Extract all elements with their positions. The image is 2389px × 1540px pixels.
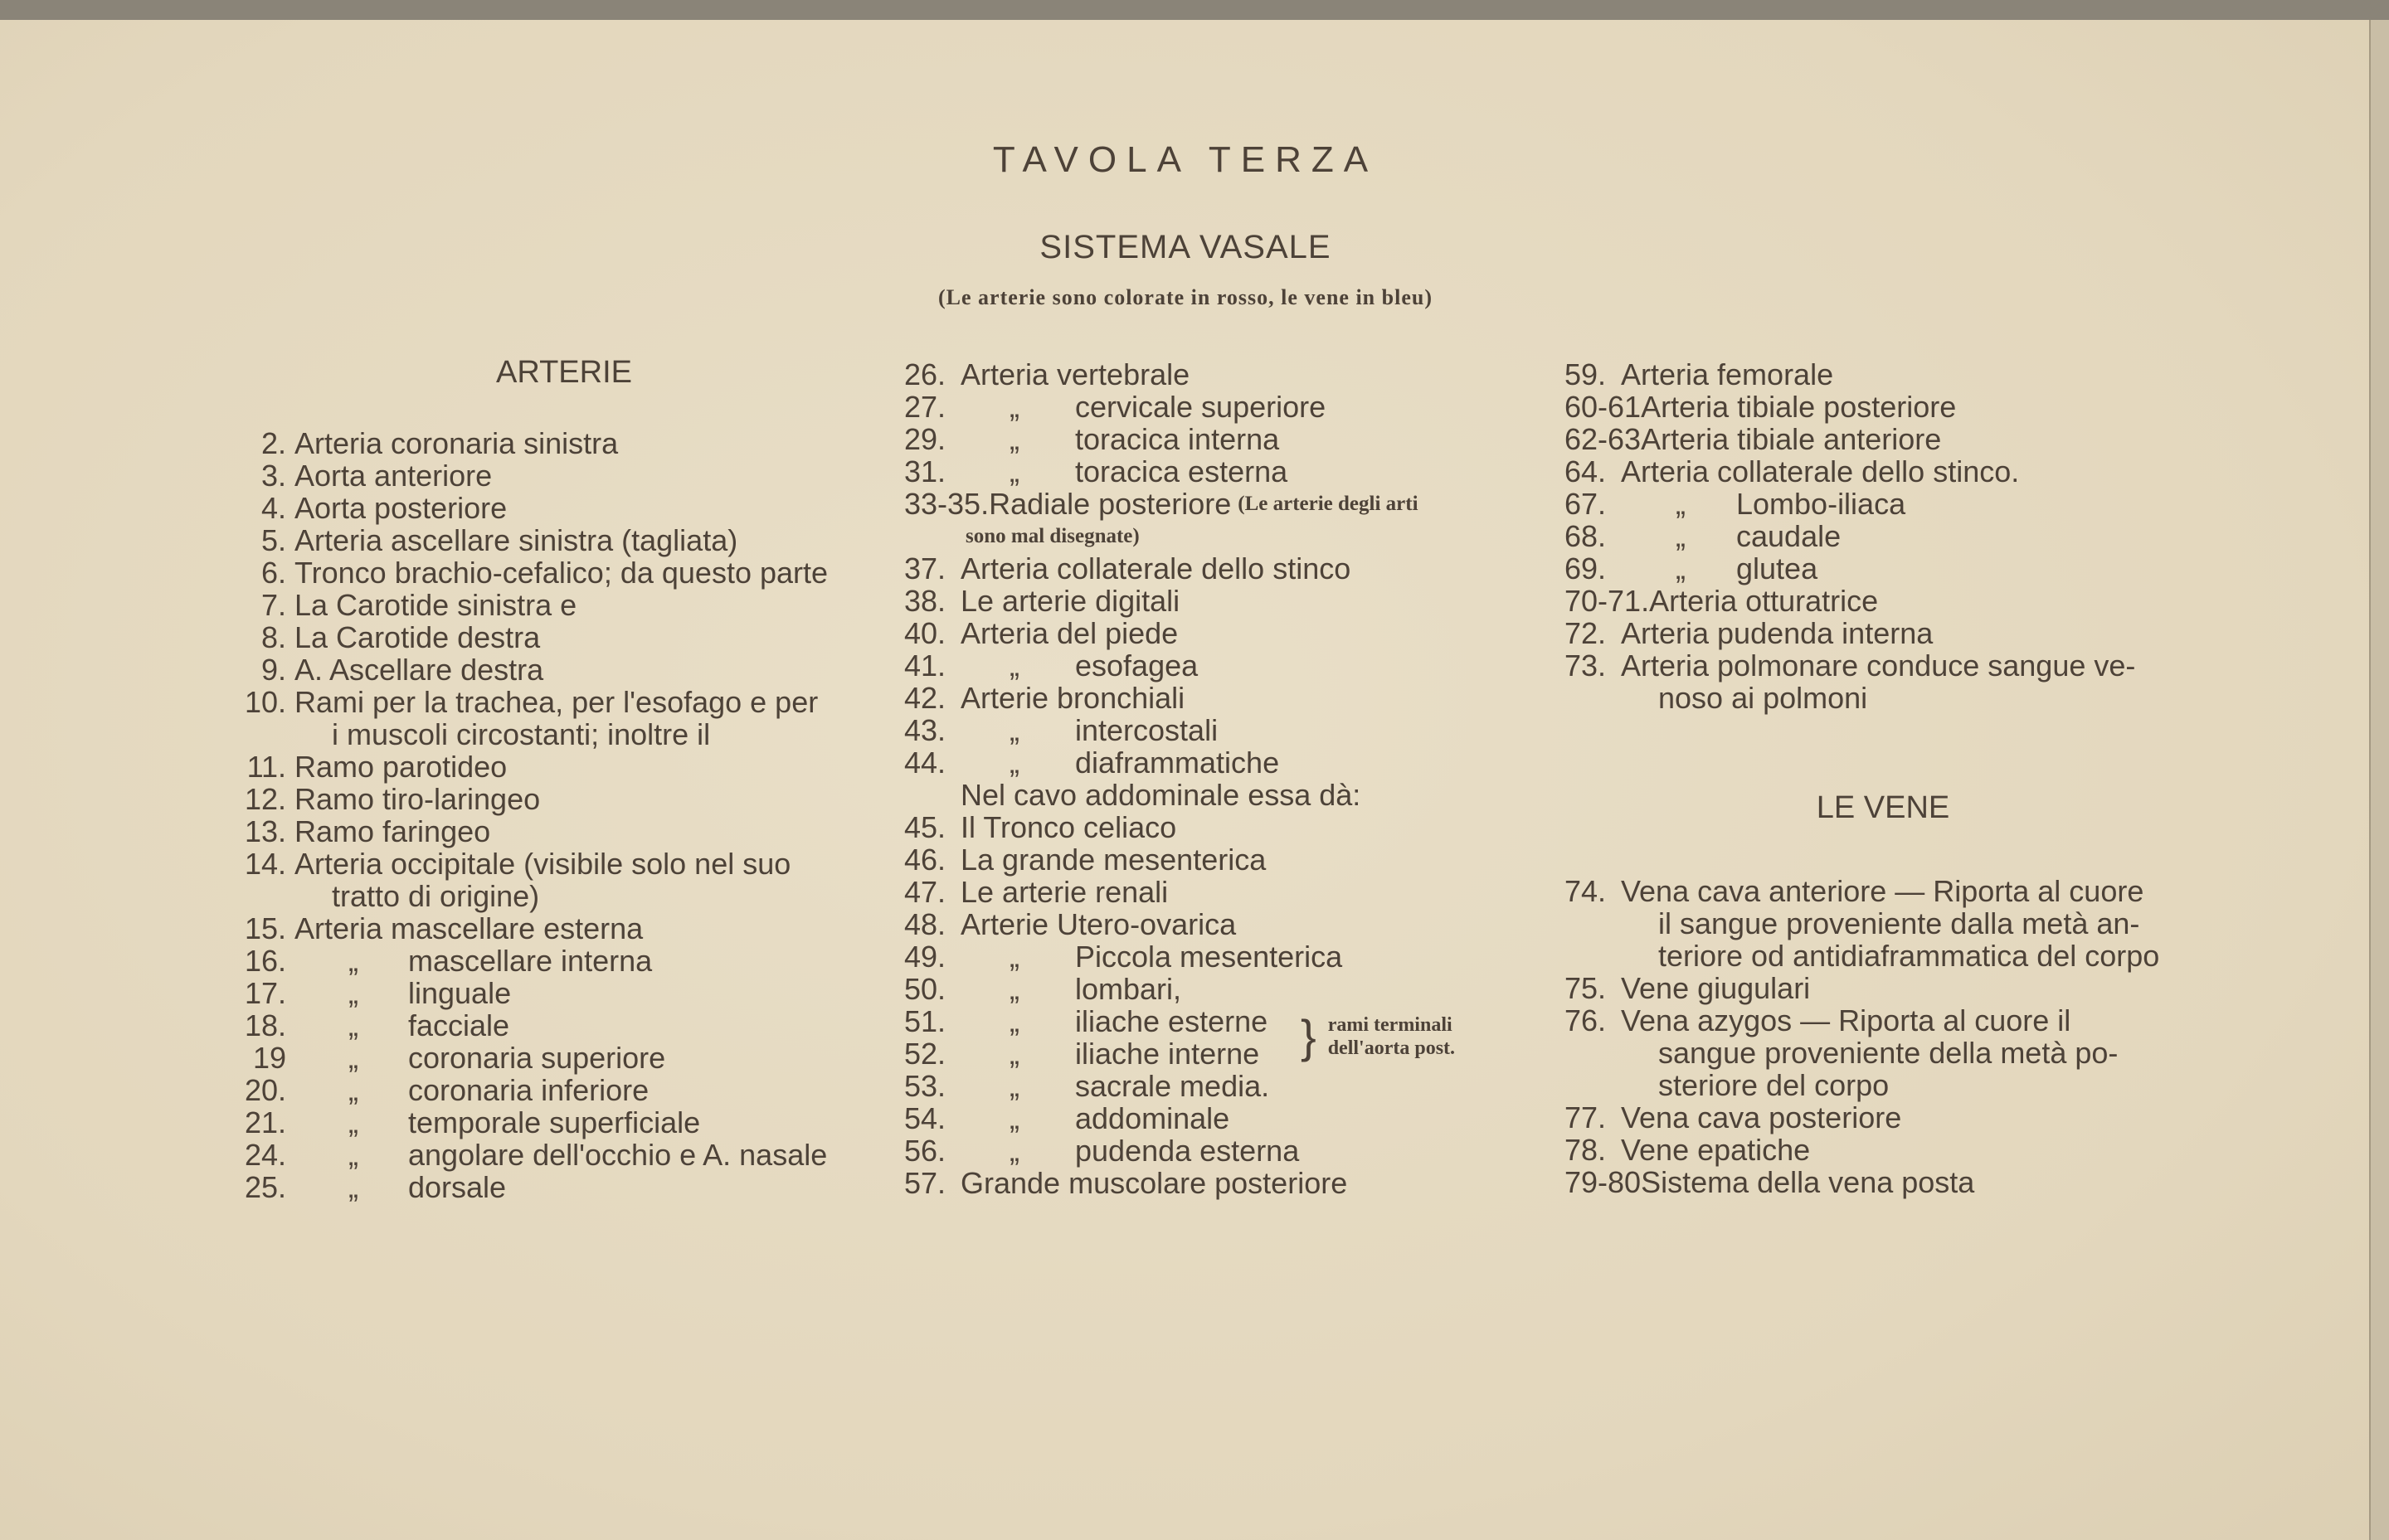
entry-text: La grande mesenterica xyxy=(961,843,1267,877)
list-item xyxy=(904,876,1418,908)
entry-number: 31. xyxy=(904,454,946,488)
list-item xyxy=(1564,649,2135,682)
entry-number: 10. xyxy=(244,685,286,719)
list-item xyxy=(220,492,828,524)
entry-number: 4. xyxy=(260,491,286,525)
entry-text: Aorta posteriore xyxy=(294,491,508,525)
list-item xyxy=(220,427,828,459)
list-item xyxy=(904,1134,1418,1167)
entry-number: 3. xyxy=(260,459,286,493)
ditto-mark: „ xyxy=(1010,1037,1019,1071)
entry-number: 29. xyxy=(904,422,946,456)
scan-border-right xyxy=(2369,20,2389,1540)
list-item xyxy=(1564,617,2135,649)
ditto-mark: „ xyxy=(1010,390,1019,424)
ditto-mark: „ xyxy=(1010,1069,1019,1103)
ditto-mark: „ xyxy=(348,944,358,978)
entry-text: Ramo faringeo xyxy=(294,814,491,848)
entry-number: 26. xyxy=(904,357,946,391)
ditto-mark: „ xyxy=(1010,454,1019,488)
entry-text: Le arterie renali xyxy=(961,875,1169,909)
entry-text: Arteria occipitale (visibile solo nel suo xyxy=(294,847,791,881)
list-item xyxy=(220,751,828,783)
entry-number: 47. xyxy=(904,875,946,909)
entry-number: 33-35. xyxy=(904,487,990,521)
entry-text: pudenda esterna xyxy=(1075,1134,1300,1168)
entry-number: 77. xyxy=(1564,1100,1607,1134)
entry-text: linguale xyxy=(408,976,512,1010)
list-item xyxy=(904,1102,1418,1134)
entry-number: 7. xyxy=(260,588,286,622)
entry-note: (Le arterie degli arti xyxy=(1238,493,1418,515)
entry-text: Ramo parotideo xyxy=(294,750,508,784)
entry-number: 21. xyxy=(244,1105,286,1139)
list-item xyxy=(1564,585,2135,617)
list-item xyxy=(904,1070,1418,1102)
entry-text: Arteria femorale xyxy=(1621,357,1834,391)
entry-number: 51. xyxy=(904,1004,946,1038)
entry-text: mascellare interna xyxy=(408,944,653,978)
entry-text: Vene giugulari xyxy=(1621,971,1811,1005)
list-item xyxy=(904,714,1418,746)
ditto-mark: „ xyxy=(1676,519,1686,553)
scan-border-top xyxy=(0,0,2389,20)
entry-number: 11. xyxy=(246,750,286,784)
entry-number: 70-71. xyxy=(1564,584,1650,618)
entry-text: sacrale media. xyxy=(1075,1069,1270,1103)
entry-text: dorsale xyxy=(408,1170,507,1204)
entry-number: 60-61 xyxy=(1564,390,1642,424)
arterie-heading: ARTERIE xyxy=(495,355,632,390)
entry-text: La Carotide sinistra e xyxy=(294,588,577,622)
list-item xyxy=(1564,972,2159,1004)
entry-number: 49. xyxy=(904,940,946,974)
entry-continuation xyxy=(1564,682,2135,714)
entry-text: esofagea xyxy=(1075,649,1199,683)
entry-text: tratto di origine) xyxy=(332,879,540,913)
list-item xyxy=(220,912,828,945)
list-item xyxy=(1564,391,2135,423)
list-item xyxy=(904,358,1418,391)
entry-text: steriore del corpo xyxy=(1658,1068,1890,1102)
list-item xyxy=(1564,1134,2159,1166)
entry-text: Arteria pudenda interna xyxy=(1621,616,1934,650)
entry-number: 43. xyxy=(904,713,946,747)
entry-number: 5. xyxy=(260,523,286,557)
entry-text: Radiale posteriore xyxy=(989,487,1232,521)
entry-text: iliache interne xyxy=(1075,1037,1260,1071)
entry-text: toracica interna xyxy=(1075,422,1280,456)
entry-text: Vena azygos — Riporta al cuore il xyxy=(1621,1003,2071,1037)
list-item xyxy=(220,1106,828,1139)
entry-number: 46. xyxy=(904,843,946,877)
ditto-mark: „ xyxy=(1010,1101,1019,1135)
entry-text: Vene epatiche xyxy=(1621,1133,1811,1167)
list-item xyxy=(220,589,828,621)
list-item xyxy=(220,459,828,492)
entry-text: il sangue proveniente dalla metà an- xyxy=(1658,906,2140,940)
page-title: TAVOLA TERZA xyxy=(992,139,1379,180)
entry-text: caudale xyxy=(1736,519,1842,553)
entry-text: Arteria coronaria sinistra xyxy=(294,426,619,460)
entry-text: Aorta anteriore xyxy=(294,459,493,493)
entry-number: 54. xyxy=(904,1101,946,1135)
entry-number: 19 xyxy=(252,1041,286,1075)
list-item xyxy=(220,1139,828,1171)
arterie-column-3 xyxy=(1564,358,2135,714)
list-item xyxy=(220,621,828,653)
list-item xyxy=(1564,455,2135,488)
list-item xyxy=(1564,488,2135,520)
list-item xyxy=(904,455,1418,488)
list-item xyxy=(904,908,1418,940)
list-item xyxy=(1564,875,2159,907)
ditto-mark: „ xyxy=(348,1105,358,1139)
entry-text: Grande muscolare posteriore xyxy=(961,1166,1348,1200)
entry-continuation xyxy=(1564,1069,2159,1101)
entry-text: diaframmatiche xyxy=(1075,746,1280,780)
list-item xyxy=(1564,1101,2159,1134)
entry-text: intercostali xyxy=(1075,713,1219,747)
list-item xyxy=(904,649,1418,682)
ditto-mark: „ xyxy=(1010,972,1019,1006)
list-item xyxy=(220,1009,828,1042)
entry-number: 78. xyxy=(1564,1133,1607,1167)
entry-number: 9. xyxy=(260,653,286,687)
entry-text: Piccola mesenterica xyxy=(1075,940,1343,974)
color-note: (Le arterie sono colorate in rosso, le vene in bleu) xyxy=(938,285,1433,309)
list-item xyxy=(220,977,828,1009)
entry-text: Arteria mascellare esterna xyxy=(294,911,644,945)
entry-text: glutea xyxy=(1736,551,1818,585)
entry-number: 20. xyxy=(244,1073,286,1107)
bracket-note-line: rami terminali xyxy=(1327,1014,1452,1036)
entry-number: 50. xyxy=(904,972,946,1006)
entry-number: 15. xyxy=(244,911,286,945)
entry-text: Tronco brachio-cefalico; da questo parte xyxy=(294,556,829,590)
ditto-mark: „ xyxy=(1676,551,1686,585)
ditto-mark: „ xyxy=(1010,940,1019,974)
entry-text: La Carotide destra xyxy=(294,620,541,654)
entry-number: 42. xyxy=(904,681,946,715)
entry-text: Arterie Utero-ovarica xyxy=(961,907,1237,941)
arterie-column-2 xyxy=(904,358,1418,1199)
entry-number: 64. xyxy=(1564,454,1607,488)
entry-number: 8. xyxy=(260,620,286,654)
list-item xyxy=(904,779,1418,811)
entry-number: 44. xyxy=(904,746,946,780)
entry-text: Arteria collaterale dello stinco xyxy=(961,551,1351,585)
entry-number: 74. xyxy=(1564,874,1607,908)
entry-continuation xyxy=(220,880,828,912)
list-item xyxy=(220,1074,828,1106)
entry-text: Arteria otturatrice xyxy=(1649,584,1879,618)
ditto-mark: „ xyxy=(348,976,358,1010)
brace-icon: } xyxy=(1301,1010,1316,1062)
entry-number: 75. xyxy=(1564,971,1607,1005)
entry-number: 37. xyxy=(904,551,946,585)
entry-number: 6. xyxy=(260,556,286,590)
entry-continuation xyxy=(1564,940,2159,972)
list-item xyxy=(1564,423,2135,455)
ditto-mark: „ xyxy=(348,1138,358,1172)
entry-text: Rami per la trachea, per l'esofago e per xyxy=(294,685,819,719)
bracket-note-line: dell'aorta post. xyxy=(1327,1037,1456,1059)
entry-text: Vena cava anteriore — Riporta al cuore xyxy=(1621,874,2144,908)
entry-text: facciale xyxy=(408,1008,510,1042)
entry-text: Arteria polmonare conduce sangue ve- xyxy=(1621,649,2136,683)
list-item xyxy=(904,1167,1418,1199)
entry-text: addominale xyxy=(1075,1101,1230,1135)
entry-number: 14. xyxy=(244,847,286,881)
entry-number: 2. xyxy=(260,426,286,460)
vene-heading: LE VENE xyxy=(1816,790,1950,825)
entry-text: Nel cavo addominale essa dà: xyxy=(961,778,1361,812)
entry-text: coronaria superiore xyxy=(408,1041,666,1075)
entry-number: 68. xyxy=(1564,519,1607,553)
ditto-mark: „ xyxy=(1010,649,1019,683)
entry-text: i muscoli circostanti; inoltre il xyxy=(332,717,711,751)
list-item xyxy=(220,524,828,556)
entry-number: 76. xyxy=(1564,1003,1607,1037)
entry-number: 24. xyxy=(244,1138,286,1172)
list-item xyxy=(1564,520,2135,552)
list-item xyxy=(904,488,1418,520)
entry-text: Arteria vertebrale xyxy=(961,357,1190,391)
entry-text: Il Tronco celiaco xyxy=(961,810,1177,844)
bracket-note xyxy=(1301,1010,1456,1062)
ditto-mark: „ xyxy=(1010,422,1019,456)
entry-number: 40. xyxy=(904,616,946,650)
entry-continuation xyxy=(220,718,828,751)
entry-text: A. Ascellare destra xyxy=(294,653,544,687)
entry-continuation xyxy=(1564,907,2159,940)
list-item xyxy=(220,815,828,848)
ditto-mark: „ xyxy=(348,1073,358,1107)
entry-text: Arterie bronchiali xyxy=(961,681,1185,715)
ditto-mark: „ xyxy=(1010,1004,1019,1038)
list-item xyxy=(904,746,1418,779)
entry-text: Arteria collaterale dello stinco. xyxy=(1621,454,2020,488)
arterie-column-1 xyxy=(220,427,828,1203)
list-item xyxy=(904,585,1418,617)
entry-number: 73. xyxy=(1564,649,1607,683)
list-item xyxy=(1564,552,2135,585)
entry-text: Sistema della vena posta xyxy=(1641,1165,1975,1199)
entry-number: 59. xyxy=(1564,357,1607,391)
list-item xyxy=(220,653,828,686)
entry-text: angolare dell'occhio e A. nasale xyxy=(408,1138,828,1172)
entry-number: 45. xyxy=(904,810,946,844)
list-item xyxy=(1564,1004,2159,1037)
entry-text: Vena cava posteriore xyxy=(1621,1100,1902,1134)
ditto-mark: „ xyxy=(348,1170,358,1204)
list-item xyxy=(904,940,1418,973)
entry-text: sangue proveniente della metà po- xyxy=(1658,1036,2119,1070)
list-item xyxy=(904,973,1418,1005)
entry-number: 62-63 xyxy=(1564,422,1642,456)
entry-text: lombari, xyxy=(1075,972,1182,1006)
entry-number: 57. xyxy=(904,1166,946,1200)
list-item xyxy=(1564,358,2135,391)
entry-number: 53. xyxy=(904,1069,946,1103)
entry-text: teriore od antidiaframmatica del corpo xyxy=(1658,939,2160,973)
ditto-mark: „ xyxy=(1010,746,1019,780)
ditto-mark: „ xyxy=(1010,1134,1019,1168)
entry-number: 17. xyxy=(244,976,286,1010)
entry-text: noso ai polmoni xyxy=(1658,681,1868,715)
ditto-mark: „ xyxy=(348,1041,358,1075)
entry-text: Le arterie digitali xyxy=(961,584,1180,618)
ditto-mark: „ xyxy=(1010,713,1019,747)
entry-text: Arteria tibiale anteriore xyxy=(1641,422,1942,456)
entry-text: Arteria tibiale posteriore xyxy=(1641,390,1957,424)
list-item xyxy=(220,848,828,880)
entry-text: iliache esterne xyxy=(1075,1004,1268,1038)
list-item xyxy=(904,843,1418,876)
ditto-mark: „ xyxy=(1676,487,1686,521)
list-item xyxy=(904,423,1418,455)
entry-number: 16. xyxy=(244,944,286,978)
entry-text: Lombo-iliaca xyxy=(1736,487,1906,521)
entry-number: 52. xyxy=(904,1037,946,1071)
list-item xyxy=(904,552,1418,585)
entry-number: 79-80 xyxy=(1564,1165,1642,1199)
ditto-mark: „ xyxy=(348,1008,358,1042)
list-item xyxy=(904,617,1418,649)
entry-text: cervicale superiore xyxy=(1075,390,1326,424)
list-item xyxy=(220,686,828,718)
list-item xyxy=(904,391,1418,423)
entry-number: 56. xyxy=(904,1134,946,1168)
page-subtitle: SISTEMA VASALE xyxy=(1039,229,1331,265)
list-item xyxy=(220,556,828,589)
entry-number: 12. xyxy=(244,782,286,816)
list-item xyxy=(1564,1166,2159,1198)
entry-continuation xyxy=(1564,1037,2159,1069)
entry-text: Ramo tiro-laringeo xyxy=(294,782,541,816)
entry-number: 27. xyxy=(904,390,946,424)
list-item xyxy=(904,811,1418,843)
entry-number: 13. xyxy=(244,814,286,848)
entry-number: 18. xyxy=(244,1008,286,1042)
list-item xyxy=(220,1042,828,1074)
list-item xyxy=(904,682,1418,714)
entry-number: 69. xyxy=(1564,551,1607,585)
entry-continuation xyxy=(904,520,1418,552)
entry-number xyxy=(904,779,961,811)
entry-text: Arteria del piede xyxy=(961,616,1179,650)
list-item xyxy=(220,783,828,815)
entry-number: 38. xyxy=(904,584,946,618)
entry-number: 25. xyxy=(244,1170,286,1204)
entry-text: Arteria ascellare sinistra (tagliata) xyxy=(294,523,738,557)
entry-text: temporale superficiale xyxy=(408,1105,701,1139)
vene-column xyxy=(1564,875,2159,1198)
entry-number: 67. xyxy=(1564,487,1607,521)
entry-text: coronaria inferiore xyxy=(408,1073,650,1107)
entry-number: 41. xyxy=(904,649,946,683)
entry-number: 72. xyxy=(1564,616,1607,650)
entry-number: 48. xyxy=(904,907,946,941)
entry-note: sono mal disegnate) xyxy=(966,525,1140,547)
list-item xyxy=(220,1171,828,1203)
list-item xyxy=(220,945,828,977)
entry-text: toracica esterna xyxy=(1075,454,1288,488)
